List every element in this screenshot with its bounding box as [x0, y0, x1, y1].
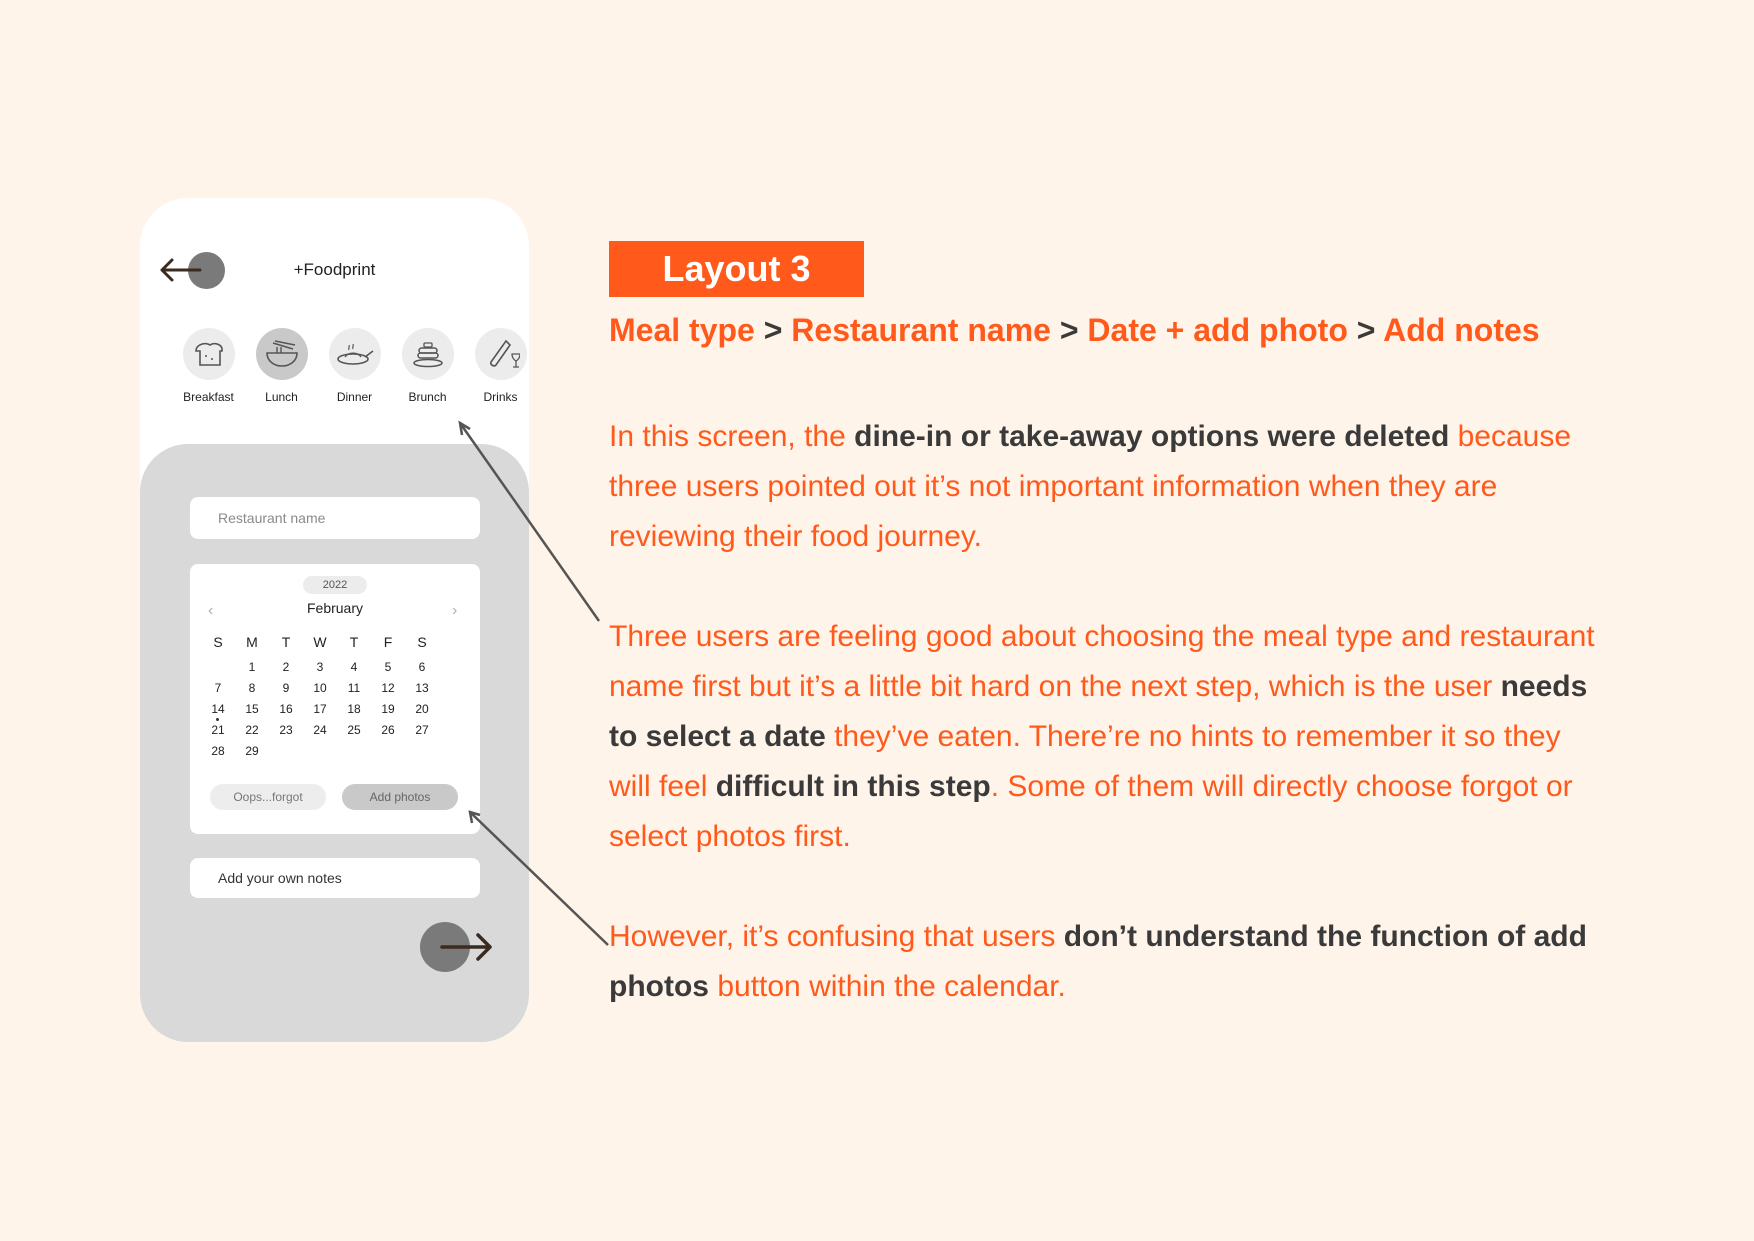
layout-badge: Layout 3: [609, 241, 864, 297]
calendar-day[interactable]: 3: [316, 660, 324, 674]
text-run: However, it’s confusing that users: [609, 920, 1064, 953]
emphasis-text: don’t understand the function of add photos: [609, 920, 1587, 1003]
calendar-day[interactable]: 2: [282, 660, 290, 674]
calendar-day[interactable]: 29: [245, 744, 259, 758]
calendar-day[interactable]: 10: [313, 681, 327, 695]
flow-step: Add notes: [1383, 312, 1540, 348]
calendar-day[interactable]: 26: [381, 723, 395, 737]
chevron-right-icon[interactable]: ›: [452, 602, 458, 619]
calendar-day[interactable]: 8: [248, 681, 256, 695]
meal-option-brunch[interactable]: [391, 328, 464, 404]
text-run: Three users are feeling good about choosing the meal type and restaurant name first but it’s a little bit hard on the next step, which is the user: [609, 620, 1595, 703]
calendar-day[interactable]: 22: [245, 723, 259, 737]
calendar-day[interactable]: 12: [381, 681, 395, 695]
meal-label: Brunch: [408, 390, 447, 404]
text-run: . Some of them will directly choose forgot or select photos first.: [609, 770, 1573, 853]
bread-icon: [183, 328, 235, 380]
chevron-left-icon[interactable]: ‹: [208, 602, 214, 619]
calendar-day[interactable]: 13: [415, 681, 429, 695]
finding-paragraph-2: [609, 612, 1609, 862]
calendar-day[interactable]: 4: [350, 660, 358, 674]
day-marker-dot: [216, 718, 219, 721]
calendar-day[interactable]: 14: [211, 702, 225, 716]
calendar-day[interactable]: 7: [214, 681, 222, 695]
calendar-day[interactable]: 6: [418, 660, 426, 674]
flow-step: Meal type: [609, 312, 755, 348]
phone-mockup: [140, 198, 529, 1042]
meal-label: Breakfast: [183, 390, 234, 404]
calendar-day[interactable]: 23: [279, 723, 293, 737]
emphasis-text: dine-in or take-away options were deleted: [854, 420, 1450, 453]
calendar-day[interactable]: 1: [248, 660, 256, 674]
weekday-header: F: [383, 634, 393, 650]
flow-step: Restaurant name: [791, 312, 1051, 348]
forgot-date-button[interactable]: Oops...forgot: [210, 784, 326, 810]
wine-icon: [475, 328, 527, 380]
emphasis-text: difficult in this step: [715, 770, 991, 803]
flow-separator: >: [1059, 312, 1088, 348]
calendar-day[interactable]: 9: [282, 681, 290, 695]
text-run: they’ve eaten. There’re no hints to remember it so they will feel: [609, 720, 1561, 803]
calendar-day[interactable]: 5: [384, 660, 392, 674]
date-calendar: [190, 564, 480, 834]
meal-label: Drinks: [483, 390, 518, 404]
meal-type-selector: [172, 328, 529, 408]
calendar-day[interactable]: 20: [415, 702, 429, 716]
notes-input[interactable]: Add your own notes: [190, 858, 480, 898]
meal-option-drinks[interactable]: [464, 328, 529, 404]
weekday-header: T: [281, 634, 291, 650]
weekday-header: M: [246, 634, 258, 650]
calendar-day[interactable]: 21: [211, 723, 225, 737]
restaurant-name-input[interactable]: Restaurant name: [190, 497, 480, 539]
weekday-header: W: [313, 634, 327, 650]
calendar-day[interactable]: 15: [245, 702, 259, 716]
calendar-day[interactable]: 11: [347, 681, 361, 695]
weekday-header: S: [417, 634, 427, 650]
weekday-header: T: [349, 634, 359, 650]
meal-option-dinner[interactable]: [318, 328, 391, 404]
calendar-day[interactable]: 18: [347, 702, 361, 716]
text-run: button within the calendar.: [708, 970, 1066, 1003]
calendar-day[interactable]: 28: [211, 744, 225, 758]
calendar-day[interactable]: 27: [415, 723, 429, 737]
flow-separator: >: [763, 312, 792, 348]
calendar-day[interactable]: 16: [279, 702, 293, 716]
form-panel: [140, 444, 529, 1042]
calendar-day[interactable]: 17: [313, 702, 327, 716]
calendar-day[interactable]: 24: [313, 723, 327, 737]
pancakes-icon: [402, 328, 454, 380]
finding-paragraph-3: [609, 912, 1609, 1012]
add-photos-button[interactable]: Add photos: [342, 784, 458, 810]
next-button[interactable]: [420, 920, 500, 974]
weekday-header: S: [213, 634, 223, 650]
meal-option-lunch[interactable]: [245, 328, 318, 404]
meal-option-breakfast[interactable]: [172, 328, 245, 404]
text-run: because three users pointed out it’s not important information when they are reviewing their food journey.: [609, 420, 1572, 553]
emphasis-text: needs to select a date: [609, 670, 1588, 753]
flow-separator: >: [1356, 312, 1384, 348]
text-run: In this screen, the: [609, 420, 855, 453]
meal-label: Lunch: [265, 390, 298, 404]
arrow-right-icon: [440, 930, 496, 964]
pasta-plate-icon: [329, 328, 381, 380]
finding-paragraph-1: [609, 412, 1609, 562]
calendar-day[interactable]: 25: [347, 723, 361, 737]
noodle-bowl-icon: [256, 328, 308, 380]
month-title: February: [306, 600, 364, 616]
calendar-day[interactable]: 19: [381, 702, 395, 716]
flow-step: Date + add photo: [1087, 312, 1348, 348]
flow-steps: [609, 312, 1540, 349]
meal-label: Dinner: [336, 390, 373, 404]
year-selector[interactable]: 2022: [303, 576, 367, 594]
app-title: +Foodprint: [293, 260, 376, 279]
